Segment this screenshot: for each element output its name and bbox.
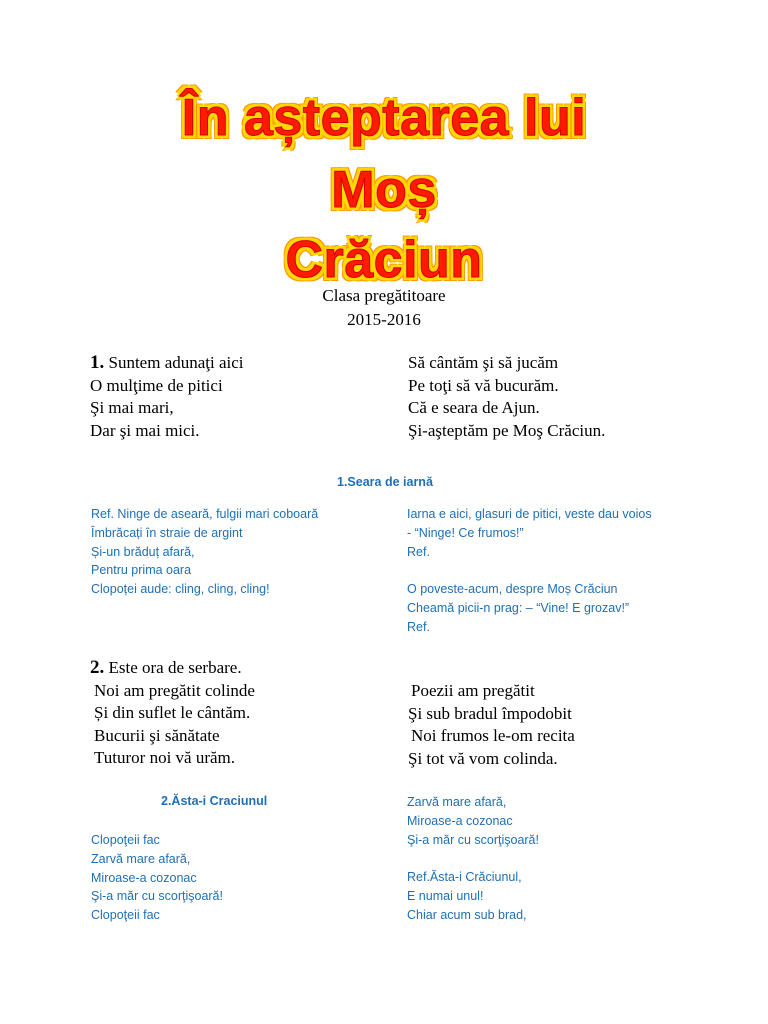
song2-right-gap bbox=[407, 849, 737, 868]
song1-right-line-2: - “Ninge! Ce frumos!” bbox=[407, 525, 524, 540]
song1-left-line-3: Și-un brăduț afară, bbox=[91, 544, 195, 559]
verse1-left-line-2: O mulţime de pitici bbox=[90, 375, 223, 395]
song2-right-line-4: Ref.Ăsta-i Crăciunul, bbox=[407, 870, 522, 885]
song1-right-gap bbox=[407, 561, 737, 580]
song1-right-line-4: O poveste-acum, despre Moș Crăciun bbox=[407, 582, 618, 597]
title-line-1: În așteptarea lui bbox=[181, 89, 587, 147]
verse1-number: 1. bbox=[90, 352, 105, 373]
verse2-right-line-4: Şi tot vă vom colinda. bbox=[408, 748, 558, 768]
verse1-right bbox=[408, 352, 738, 442]
verse1-right-line-2: Pe toţi să vă bucurăm. bbox=[408, 375, 559, 395]
song1-left-line-5: Clopoței aude: cling, cling, cling! bbox=[91, 582, 270, 597]
song2-right-line-1: Zarvă mare afară, bbox=[407, 795, 507, 809]
title-line-3: Crăciun bbox=[285, 231, 483, 289]
song2-right-line-3: Şi-a măr cu scorţişoară! bbox=[407, 832, 539, 847]
song2-left-line-4: Şi-a măr cu scorţişoară! bbox=[91, 889, 223, 904]
song2-left bbox=[91, 831, 421, 925]
verse2-left-line-4: Tuturor noi vă urăm. bbox=[94, 748, 236, 767]
class-name: Clasa pregătitoare bbox=[322, 286, 446, 305]
song1-left-line-4: Pentru prima oara bbox=[91, 563, 192, 578]
song2-right-line-5: E numai unul! bbox=[407, 888, 484, 903]
verse1-right-line-1: Să cântăm şi să jucăm bbox=[408, 353, 559, 372]
verse1-left-line-3: Şi mai mari, bbox=[90, 398, 174, 417]
verse1-left-line-4: Dar şi mai mici. bbox=[90, 420, 200, 440]
song1-right-line-5: Cheamă picii-n prag: – “Vine! E grozav!” bbox=[407, 600, 630, 615]
verse1-right-line-4: Şi-aşteptăm pe Moş Crăciun. bbox=[408, 420, 606, 440]
title-line-2: Moș bbox=[331, 161, 437, 219]
song2-right-line-6: Chiar acum sub brad, bbox=[407, 907, 527, 922]
song1-heading: 1.Seara de iarnă bbox=[337, 475, 433, 489]
song1-left-line-2: Îmbrăcați în straie de argint bbox=[91, 525, 243, 540]
verse2-left-line-1: Noi am pregătit colinde bbox=[94, 680, 255, 700]
song2-left-line-1: Clopoţeii fac bbox=[91, 833, 160, 847]
verse2-right-line-2: Şi sub bradul împodobit bbox=[408, 703, 572, 723]
song1-left-line-1: Ref. Ninge de aseară, fulgii mari coboară bbox=[91, 507, 319, 521]
verse2-left-line-3: Bucurii şi sănătate bbox=[94, 725, 220, 745]
song1-left bbox=[91, 505, 421, 599]
school-year: 2015-2016 bbox=[347, 310, 421, 329]
verse1-left-line-1: 1. Suntem adunaţi aici bbox=[90, 352, 244, 373]
song2-left-line-3: Miroase-a cozonac bbox=[91, 870, 197, 885]
verse2-number: 2. bbox=[90, 657, 105, 678]
verse1-right-line-3: Că e seara de Ajun. bbox=[408, 398, 540, 417]
song1-right-line-1: Iarna e aici, glasuri de pitici, veste dau voios bbox=[407, 507, 652, 521]
song2-left-line-5: Clopoţeii fac bbox=[91, 908, 160, 923]
song2-heading: 2.Ăsta-i Craciunul bbox=[161, 794, 268, 808]
verse2-left bbox=[90, 657, 420, 770]
verse2-right-line-3: Noi frumos le-om recita bbox=[411, 726, 575, 745]
song2-left-line-2: Zarvă mare afară, bbox=[91, 851, 191, 866]
verse2-first-line: 2. Este ora de serbare. bbox=[90, 657, 242, 678]
verse2-right bbox=[408, 680, 738, 770]
verse1-left bbox=[90, 352, 420, 442]
song1-right-line-6: Ref. bbox=[407, 619, 430, 634]
song2-right bbox=[407, 793, 737, 925]
song2-right-line-2: Miroase-a cozonac bbox=[407, 813, 513, 828]
verse2-right-line-1: Poezii am pregătit bbox=[411, 681, 535, 700]
song1-right bbox=[407, 505, 737, 637]
song1-right-line-3: Ref. bbox=[407, 544, 430, 559]
verse2-left-line-2: Și din suflet le cântăm. bbox=[94, 703, 251, 722]
